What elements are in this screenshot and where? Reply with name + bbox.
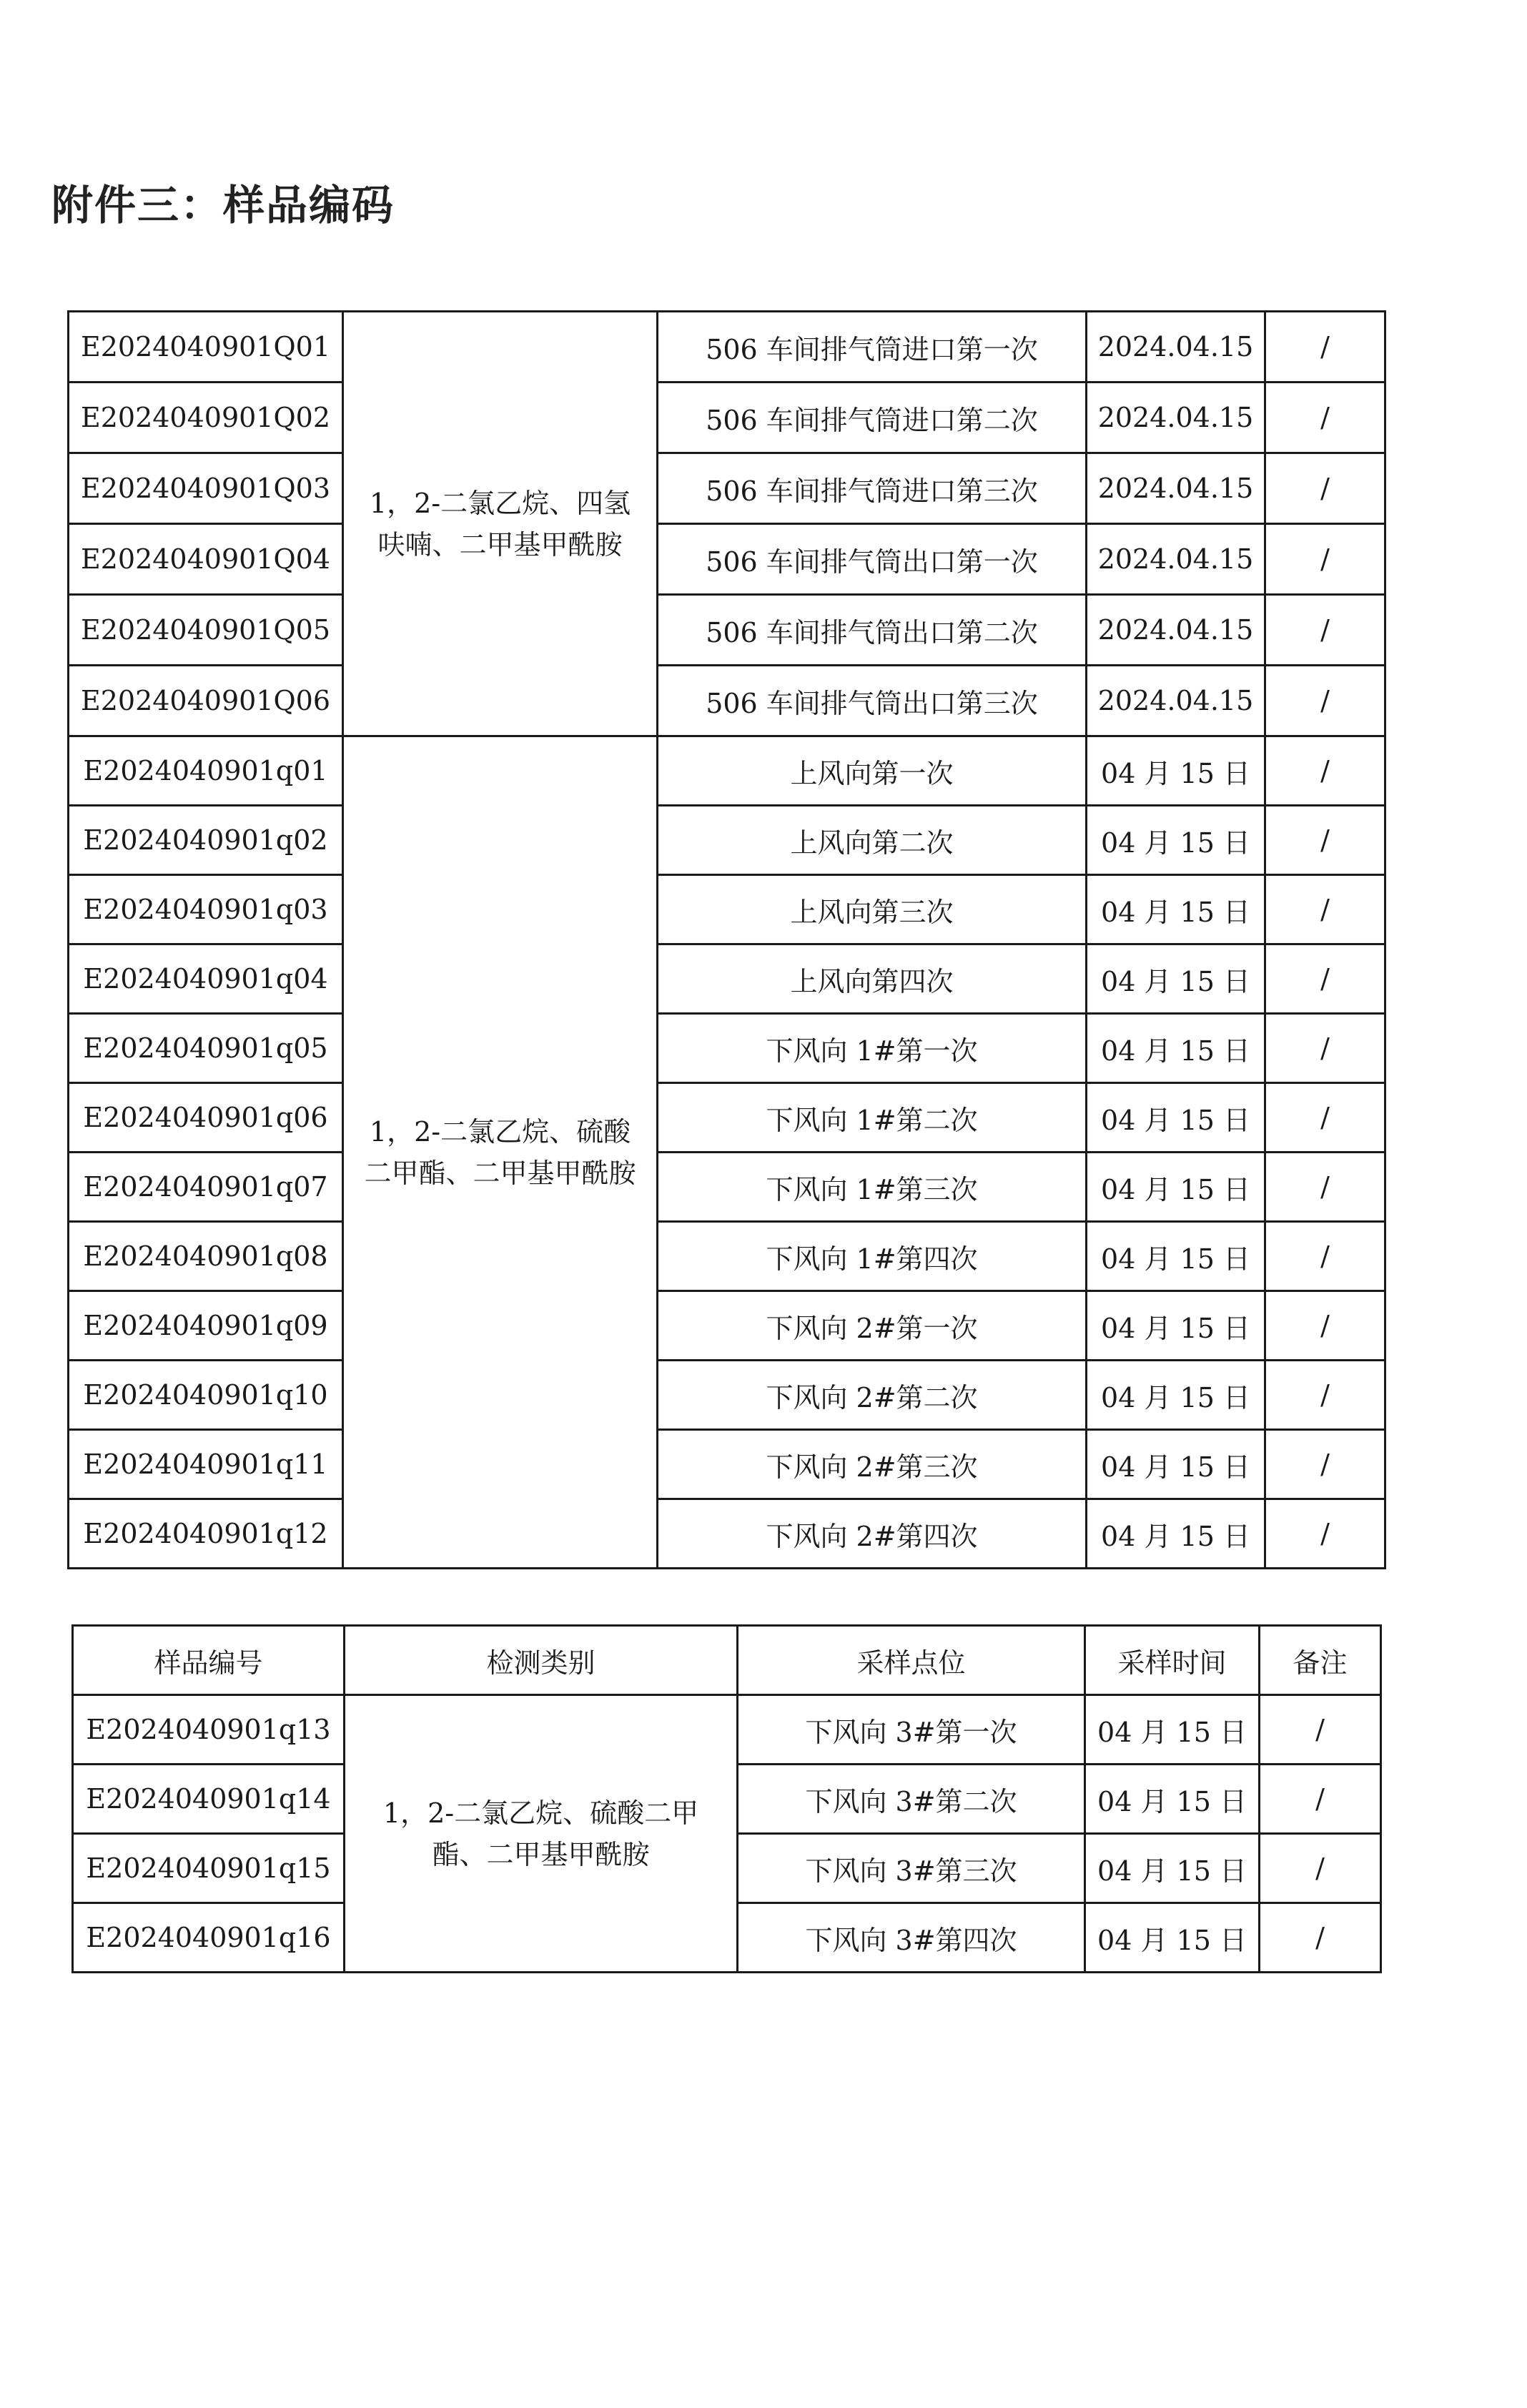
table-row: [69, 595, 1385, 666]
table-row: [73, 1695, 1381, 1765]
note-cell: /: [1265, 1222, 1385, 1291]
note-cell: /: [1260, 1903, 1381, 1973]
header-time: 采样时间: [1085, 1626, 1260, 1695]
note-cell: /: [1265, 453, 1385, 524]
note-cell: /: [1265, 1499, 1385, 1569]
date-cell: 04 月 15 日: [1087, 1222, 1265, 1291]
note-cell: /: [1265, 1153, 1385, 1222]
date-cell: 2024.04.15: [1087, 383, 1265, 453]
date-cell: 04 月 15 日: [1087, 736, 1265, 806]
location-cell: 506 车间排气筒出口第三次: [658, 666, 1087, 736]
location-cell: 506 车间排气筒出口第二次: [658, 595, 1087, 666]
note-cell: /: [1265, 806, 1385, 875]
sample-table-2: [71, 1624, 1382, 1973]
location-cell: 下风向 2#第二次: [658, 1361, 1087, 1430]
table-row: [69, 1153, 1385, 1222]
date-cell: 2024.04.15: [1087, 524, 1265, 595]
category-cell: 1，2-二氯乙烷、硫酸二甲酯、二甲基甲酰胺: [345, 1695, 738, 1973]
table-row: [69, 1083, 1385, 1153]
location-cell: 下风向 1#第三次: [658, 1153, 1087, 1222]
header-category: 检测类别: [345, 1626, 738, 1695]
date-cell: 04 月 15 日: [1087, 1430, 1265, 1499]
date-cell: 2024.04.15: [1087, 453, 1265, 524]
note-cell: /: [1265, 1291, 1385, 1361]
category-cell: 1，2-二氯乙烷、硫酸二甲酯、二甲基甲酰胺: [343, 736, 658, 1569]
sample-table-1: [67, 310, 1386, 1569]
date-cell: 04 月 15 日: [1087, 1153, 1265, 1222]
location-cell: 上风向第一次: [658, 736, 1087, 806]
page-title: 附件三：样品编码: [51, 181, 395, 230]
location-cell: 下风向 3#第三次: [738, 1834, 1085, 1903]
sample-code-cell: E2024040901q09: [69, 1291, 343, 1361]
sample-code-cell: E2024040901q01: [69, 736, 343, 806]
sample-code-cell: E2024040901q11: [69, 1430, 343, 1499]
sample-code-cell: E2024040901Q06: [69, 666, 343, 736]
date-cell: 2024.04.15: [1087, 595, 1265, 666]
date-cell: 2024.04.15: [1087, 312, 1265, 383]
date-cell: 04 月 15 日: [1087, 806, 1265, 875]
date-cell: 04 月 15 日: [1085, 1765, 1260, 1834]
sample-code-cell: E2024040901q03: [69, 875, 343, 944]
table-row: [69, 383, 1385, 453]
sample-code-cell: E2024040901q13: [73, 1695, 345, 1765]
location-cell: 506 车间排气筒进口第一次: [658, 312, 1087, 383]
sample-code-cell: E2024040901q15: [73, 1834, 345, 1903]
location-cell: 下风向 1#第四次: [658, 1222, 1087, 1291]
date-cell: 04 月 15 日: [1087, 1499, 1265, 1569]
date-cell: 04 月 15 日: [1085, 1903, 1260, 1973]
location-cell: 下风向 2#第四次: [658, 1499, 1087, 1569]
location-cell: 上风向第四次: [658, 944, 1087, 1014]
sample-code-cell: E2024040901q07: [69, 1153, 343, 1222]
sample-table-2-body: [73, 1695, 1381, 1973]
date-cell: 04 月 15 日: [1087, 1014, 1265, 1083]
sample-code-cell: E2024040901q08: [69, 1222, 343, 1291]
sample-table-1-body: [69, 312, 1385, 1569]
date-cell: 04 月 15 日: [1087, 1361, 1265, 1430]
location-cell: 下风向 1#第一次: [658, 1014, 1087, 1083]
table-row: [69, 666, 1385, 736]
note-cell: /: [1265, 524, 1385, 595]
table-row: [69, 1291, 1385, 1361]
table-row: [69, 944, 1385, 1014]
note-cell: /: [1260, 1765, 1381, 1834]
table-row: [69, 1361, 1385, 1430]
sample-code-cell: E2024040901q05: [69, 1014, 343, 1083]
note-cell: /: [1265, 1083, 1385, 1153]
table-row: [69, 1430, 1385, 1499]
table-row: [69, 1222, 1385, 1291]
table-row: [69, 1014, 1385, 1083]
date-cell: 04 月 15 日: [1087, 1291, 1265, 1361]
sample-code-cell: E2024040901Q04: [69, 524, 343, 595]
location-cell: 下风向 3#第二次: [738, 1765, 1085, 1834]
sample-code-cell: E2024040901q16: [73, 1903, 345, 1973]
note-cell: /: [1265, 312, 1385, 383]
note-cell: /: [1260, 1695, 1381, 1765]
table-row: [69, 312, 1385, 383]
sample-code-cell: E2024040901q10: [69, 1361, 343, 1430]
location-cell: 506 车间排气筒进口第二次: [658, 383, 1087, 453]
note-cell: /: [1265, 383, 1385, 453]
note-cell: /: [1265, 1430, 1385, 1499]
location-cell: 下风向 1#第二次: [658, 1083, 1087, 1153]
sample-code-cell: E2024040901Q02: [69, 383, 343, 453]
date-cell: 04 月 15 日: [1085, 1834, 1260, 1903]
note-cell: /: [1265, 1014, 1385, 1083]
location-cell: 下风向 3#第四次: [738, 1903, 1085, 1973]
table-row: [69, 1499, 1385, 1569]
note-cell: /: [1265, 1361, 1385, 1430]
location-cell: 506 车间排气筒进口第三次: [658, 453, 1087, 524]
sample-code-cell: E2024040901Q03: [69, 453, 343, 524]
note-cell: /: [1265, 875, 1385, 944]
header-note: 备注: [1260, 1626, 1381, 1695]
header-location: 采样点位: [738, 1626, 1085, 1695]
location-cell: 下风向 2#第三次: [658, 1430, 1087, 1499]
table-row: [69, 736, 1385, 806]
sample-code-cell: E2024040901q04: [69, 944, 343, 1014]
table-row: [69, 806, 1385, 875]
table-row: [69, 453, 1385, 524]
note-cell: /: [1260, 1834, 1381, 1903]
location-cell: 506 车间排气筒出口第一次: [658, 524, 1087, 595]
table-row: [69, 875, 1385, 944]
header-sample-code: 样品编号: [73, 1626, 345, 1695]
sample-code-cell: E2024040901q12: [69, 1499, 343, 1569]
note-cell: /: [1265, 595, 1385, 666]
sample-code-cell: E2024040901q02: [69, 806, 343, 875]
date-cell: 04 月 15 日: [1087, 944, 1265, 1014]
category-cell: 1，2-二氯乙烷、四氢呋喃、二甲基甲酰胺: [343, 312, 658, 736]
sample-code-cell: E2024040901q14: [73, 1765, 345, 1834]
location-cell: 上风向第三次: [658, 875, 1087, 944]
table-row: [69, 524, 1385, 595]
location-cell: 下风向 3#第一次: [738, 1695, 1085, 1765]
table-header-row: [73, 1626, 1381, 1695]
sample-code-cell: E2024040901Q05: [69, 595, 343, 666]
date-cell: 04 月 15 日: [1087, 1083, 1265, 1153]
location-cell: 上风向第二次: [658, 806, 1087, 875]
note-cell: /: [1265, 666, 1385, 736]
date-cell: 04 月 15 日: [1087, 875, 1265, 944]
sample-code-cell: E2024040901Q01: [69, 312, 343, 383]
note-cell: /: [1265, 944, 1385, 1014]
note-cell: /: [1265, 736, 1385, 806]
date-cell: 2024.04.15: [1087, 666, 1265, 736]
date-cell: 04 月 15 日: [1085, 1695, 1260, 1765]
location-cell: 下风向 2#第一次: [658, 1291, 1087, 1361]
sample-code-cell: E2024040901q06: [69, 1083, 343, 1153]
